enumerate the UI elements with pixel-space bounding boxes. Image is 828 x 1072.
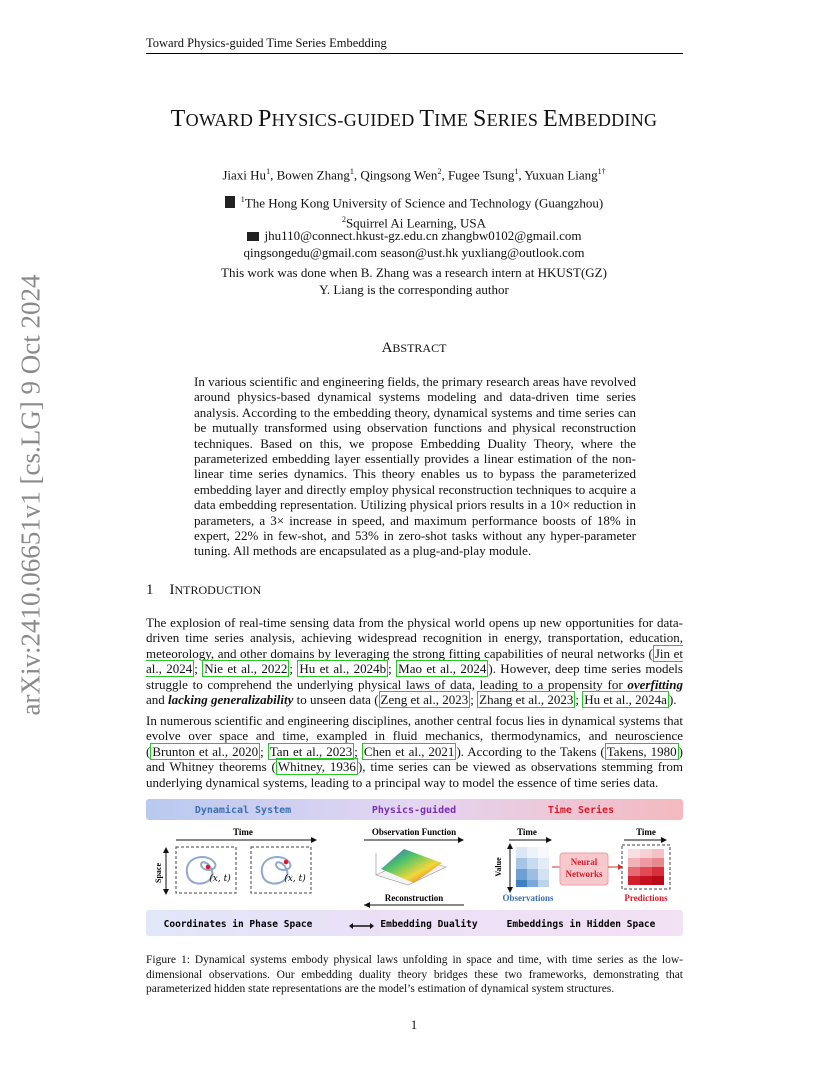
citation-link[interactable]: Takens, 1980 <box>606 743 677 759</box>
email-line-2[interactable]: qingsongedu@gmail.com season@ust.hk yuxliang@outlook.com <box>243 245 585 260</box>
abstract-body: In various scientific and engineering fields, the primary research areas have revolved around physics-based dynamical systems modeling and data-driven time series analysis. According to the embedding theory, dynamical systems and time series can be mutually transformed using observation functions and physical reconstruction techniques. Based on this, we propose Embedding Duality Theory, where the parameterized embedding layer essentially provides a linear estimation of the non-linear time series dynamics. This theory enables us to bypass the parameterized embedding layer and directly employ physical reconstruction techniques to acquire a data embedding representation. Utilizing physical priors results in a 10× reduction in parameters, a 3× increase in speed, and maximum performance boosts of 18% in expert, 22% in few-shot, and 53% in zero-shot tasks without any hyper-parameter tuning. All methods are encapsulated as a plug-and-play module. <box>194 374 636 559</box>
figure-caption: Figure 1: Dynamical systems embody physical laws unfolding in space and time, with time series as the low-dimensional observations. Our embedding duality theory bridges these two frameworks, demonstrating that parameterized hidden state representations are the model’s estimation of dynamical system structures. <box>146 954 683 995</box>
time-axis-label: Time <box>233 827 253 837</box>
citation-link[interactable]: Jin et al., 2024 <box>146 645 683 677</box>
page-number: 1 <box>410 1017 418 1032</box>
author-list: Jiaxi Hu$^1$, Bowen Zhang$^1$, Qingsong Wen$^2$, Fugee Tsung$^1$, Yuxuan Liang$^{1\dagger}$ <box>222 167 606 183</box>
observations-label: Observations <box>502 893 554 903</box>
citation-link[interactable]: Tan et al., 2023 <box>269 743 353 759</box>
emails <box>0 227 828 261</box>
running-header: Toward Physics-guided Time Series Embedding <box>146 36 683 54</box>
envelope-icon <box>247 232 259 241</box>
label-phase-space: Coordinates in Phase Space <box>163 919 313 930</box>
arxiv-stamp[interactable]: arXiv:2410.06651v1 [cs.LG] 9 Oct 2024 <box>15 274 46 716</box>
observation-function-label: Observation Function <box>371 827 457 837</box>
svg-text:Networks: Networks <box>565 869 603 879</box>
author-notes: This work was done when B. Zhang was a research intern at HKUST(GZ) Y. Liang is the corresponding author <box>221 265 607 297</box>
building-icon <box>225 196 235 208</box>
label-embedding-duality: Embedding Duality <box>380 919 478 930</box>
svg-text:Time: Time <box>636 827 656 837</box>
space-axis-label: Space <box>154 863 163 883</box>
predictions-label: Predictions <box>624 893 668 903</box>
label-physics-guided: Physics-guided <box>371 805 457 816</box>
intro-paragraph-1: The explosion of real-time sensing data from the physical world opens up new opportunities for data-driven time series analysis, achieving widespread recognition in energy, transportation, education, meteorology, and other domains by leveraging the strong fitting capabilities of neural networks ( Jin et al., 2024 ; Nie et al., 2022 ; Hu et al., 2024b ; Mao et al., 2024 ). However, deep time series models struggle to comprehend the underlying physical laws of data, leading to a propensity for overfitting and lacking generalizability to unseen data ( Zeng et al., 2023 ; Zhang et al., 2023 ; Hu et al., 2024a ). <box>146 615 683 708</box>
svg-text:Neural: Neural <box>570 857 598 867</box>
citation-link[interactable]: Zeng et al., 2023 <box>380 692 469 708</box>
email-line-1[interactable]: jhu110@connect.hkust-gz.edu.cn zhangbw0102@gmail.com <box>264 228 582 243</box>
predictions-heatmap <box>628 849 664 885</box>
citation-link[interactable]: Nie et al., 2022 <box>204 661 288 677</box>
svg-text:(x, t): (x, t) <box>284 874 306 884</box>
citation-link[interactable]: Zhang et al., 2023 <box>479 692 574 708</box>
citation-link[interactable]: Whitney, 1936 <box>277 759 356 775</box>
svg-text:(x, t): (x, t) <box>209 874 231 884</box>
citation-link[interactable]: Hu et al., 2024a <box>584 692 667 708</box>
label-dynamical-system: Dynamical System <box>194 805 292 816</box>
affiliations: $^1$The Hong Kong University of Science and Technology (Guangzhou) $^2$Squirrel Ai Learning, USA <box>0 191 828 232</box>
label-time-series: Time Series <box>547 805 615 816</box>
svg-text:Value: Value <box>494 857 503 877</box>
paper-title: TOWARD PHYSICS-GUIDED TIME SERIES EMBEDDING <box>170 106 658 132</box>
citation-link[interactable]: Mao et al., 2024 <box>398 661 487 677</box>
abstract-heading: ABSTRACT <box>381 340 447 356</box>
figure-1 <box>146 797 683 939</box>
citation-link[interactable]: Brunton et al., 2020 <box>152 743 259 759</box>
reconstruction-label: Reconstruction <box>384 893 444 903</box>
section-heading-introduction: 1 INTRODUCTION <box>146 582 262 598</box>
intro-paragraph-2: In numerous scientific and engineering disciplines, another central focus lies in dynamical systems that evolve over space and time, exampled in fluid mechanics, thermodynamics, and neuroscience ( Brunton et al., 2020 ; Tan et al., 2023 ; Chen et al., 2021 ). According to the Takens ( Takens, 1980 ) and Whitney theorems ( Whitney, 1936 ), time series can be viewed as observations stemming from underlying dynamical systems, leading to a principal way to model the essence of time series data. <box>146 713 683 790</box>
citation-link[interactable]: Hu et al., 2024b <box>299 661 387 677</box>
citation-link[interactable]: Chen et al., 2021 <box>363 743 455 759</box>
label-hidden-space: Embeddings in Hidden Space <box>506 919 656 930</box>
observations-heatmap <box>516 847 549 887</box>
svg-text:Time: Time <box>517 827 537 837</box>
